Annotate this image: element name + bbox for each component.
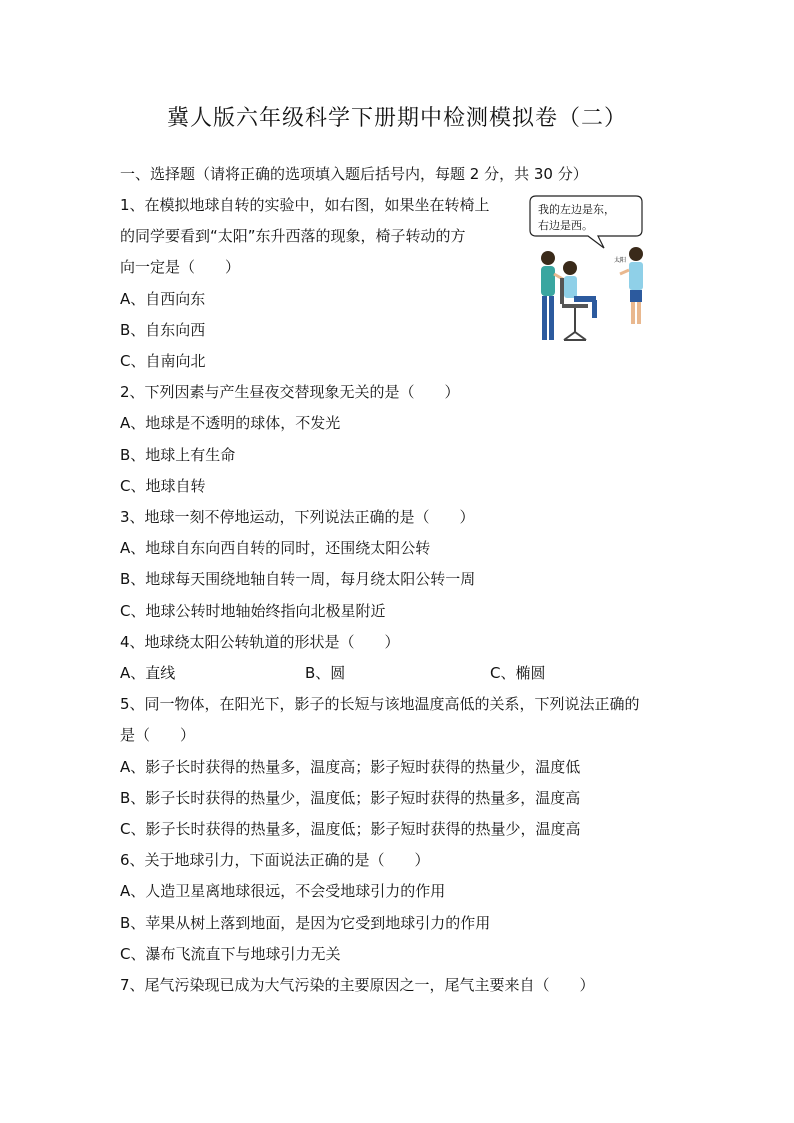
sun-label: 太阳 — [614, 257, 627, 264]
q5-option-a: A、影子长时获得的热量多，温度高；影子短时获得的热量少，温度低 — [120, 758, 581, 776]
q1-stem-line1: 1、在模拟地球自转的实验中，如右图，如果坐在转椅上 — [120, 196, 490, 214]
q6-option-a: A、人造卫星离地球很远，不会受地球引力的作用 — [120, 882, 446, 900]
q3-option-c: C、地球公转时地轴始终指向北极星附近 — [120, 602, 386, 620]
q1-stem-line3: 向一定是（ ） — [120, 258, 241, 276]
bubble-text-line1: 我的左边是东， — [538, 203, 615, 216]
q6-option-b: B、苹果从树上落到地面，是因为它受到地球引力的作用 — [120, 914, 491, 932]
q2-option-c: C、地球自转 — [120, 477, 206, 495]
q7-stem: 7、尾气污染现已成为大气污染的主要原因之一，尾气主要来自（ ） — [120, 976, 595, 994]
q4-option-c: C、椭圆 — [490, 664, 546, 682]
q5-option-c: C、影子长时获得的热量多，温度低；影子短时获得的热量少，温度高 — [120, 820, 581, 838]
q1-option-c: C、自南向北 — [120, 352, 206, 370]
q4-option-b: B、圆 — [305, 664, 346, 682]
q5-stem-line2: 是（ ） — [120, 726, 196, 744]
q2-stem: 2、下列因素与产生昼夜交替现象无关的是（ ） — [120, 383, 460, 401]
q1-stem-line2: 的同学要看到“太阳”东升西落的现象，椅子转动的方 — [120, 227, 466, 245]
q2-option-b: B、地球上有生命 — [120, 446, 236, 464]
q5-option-b: B、影子长时获得的热量少，温度低；影子短时获得的热量多，温度高 — [120, 789, 581, 807]
q3-stem: 3、地球一刻不停地运动，下列说法正确的是（ ） — [120, 508, 475, 526]
q4-option-a: A、直线 — [120, 664, 176, 682]
q1-option-b: B、自东向西 — [120, 321, 206, 339]
q1-option-a: A、自西向东 — [120, 290, 206, 308]
section-heading: 一、选择题（请将正确的选项填入题后括号内，每题 2 分，共 30 分） — [120, 165, 588, 183]
bubble-text-line2: 右边是西。 — [538, 219, 593, 232]
q2-option-a: A、地球是不透明的球体，不发光 — [120, 414, 341, 432]
q4-stem: 4、地球绕太阳公转轨道的形状是（ ） — [120, 633, 400, 651]
q5-stem-line1: 5、同一物体，在阳光下，影子的长短与该地温度高低的关系，下列说法正确的 — [120, 695, 640, 713]
q3-option-b: B、地球每天围绕地轴自转一周，每月绕太阳公转一周 — [120, 570, 476, 588]
q6-stem: 6、关于地球引力，下面说法正确的是（ ） — [120, 851, 430, 869]
q6-option-c: C、瀑布飞流直下与地球引力无关 — [120, 945, 341, 963]
rotating-chair-illustration — [528, 192, 646, 352]
q3-option-a: A、地球自东向西自转的同时，还围绕太阳公转 — [120, 539, 431, 557]
seated-girl-figure — [560, 261, 597, 340]
page-title: 冀人版六年级科学下册期中检测模拟卷（二） — [166, 106, 627, 131]
